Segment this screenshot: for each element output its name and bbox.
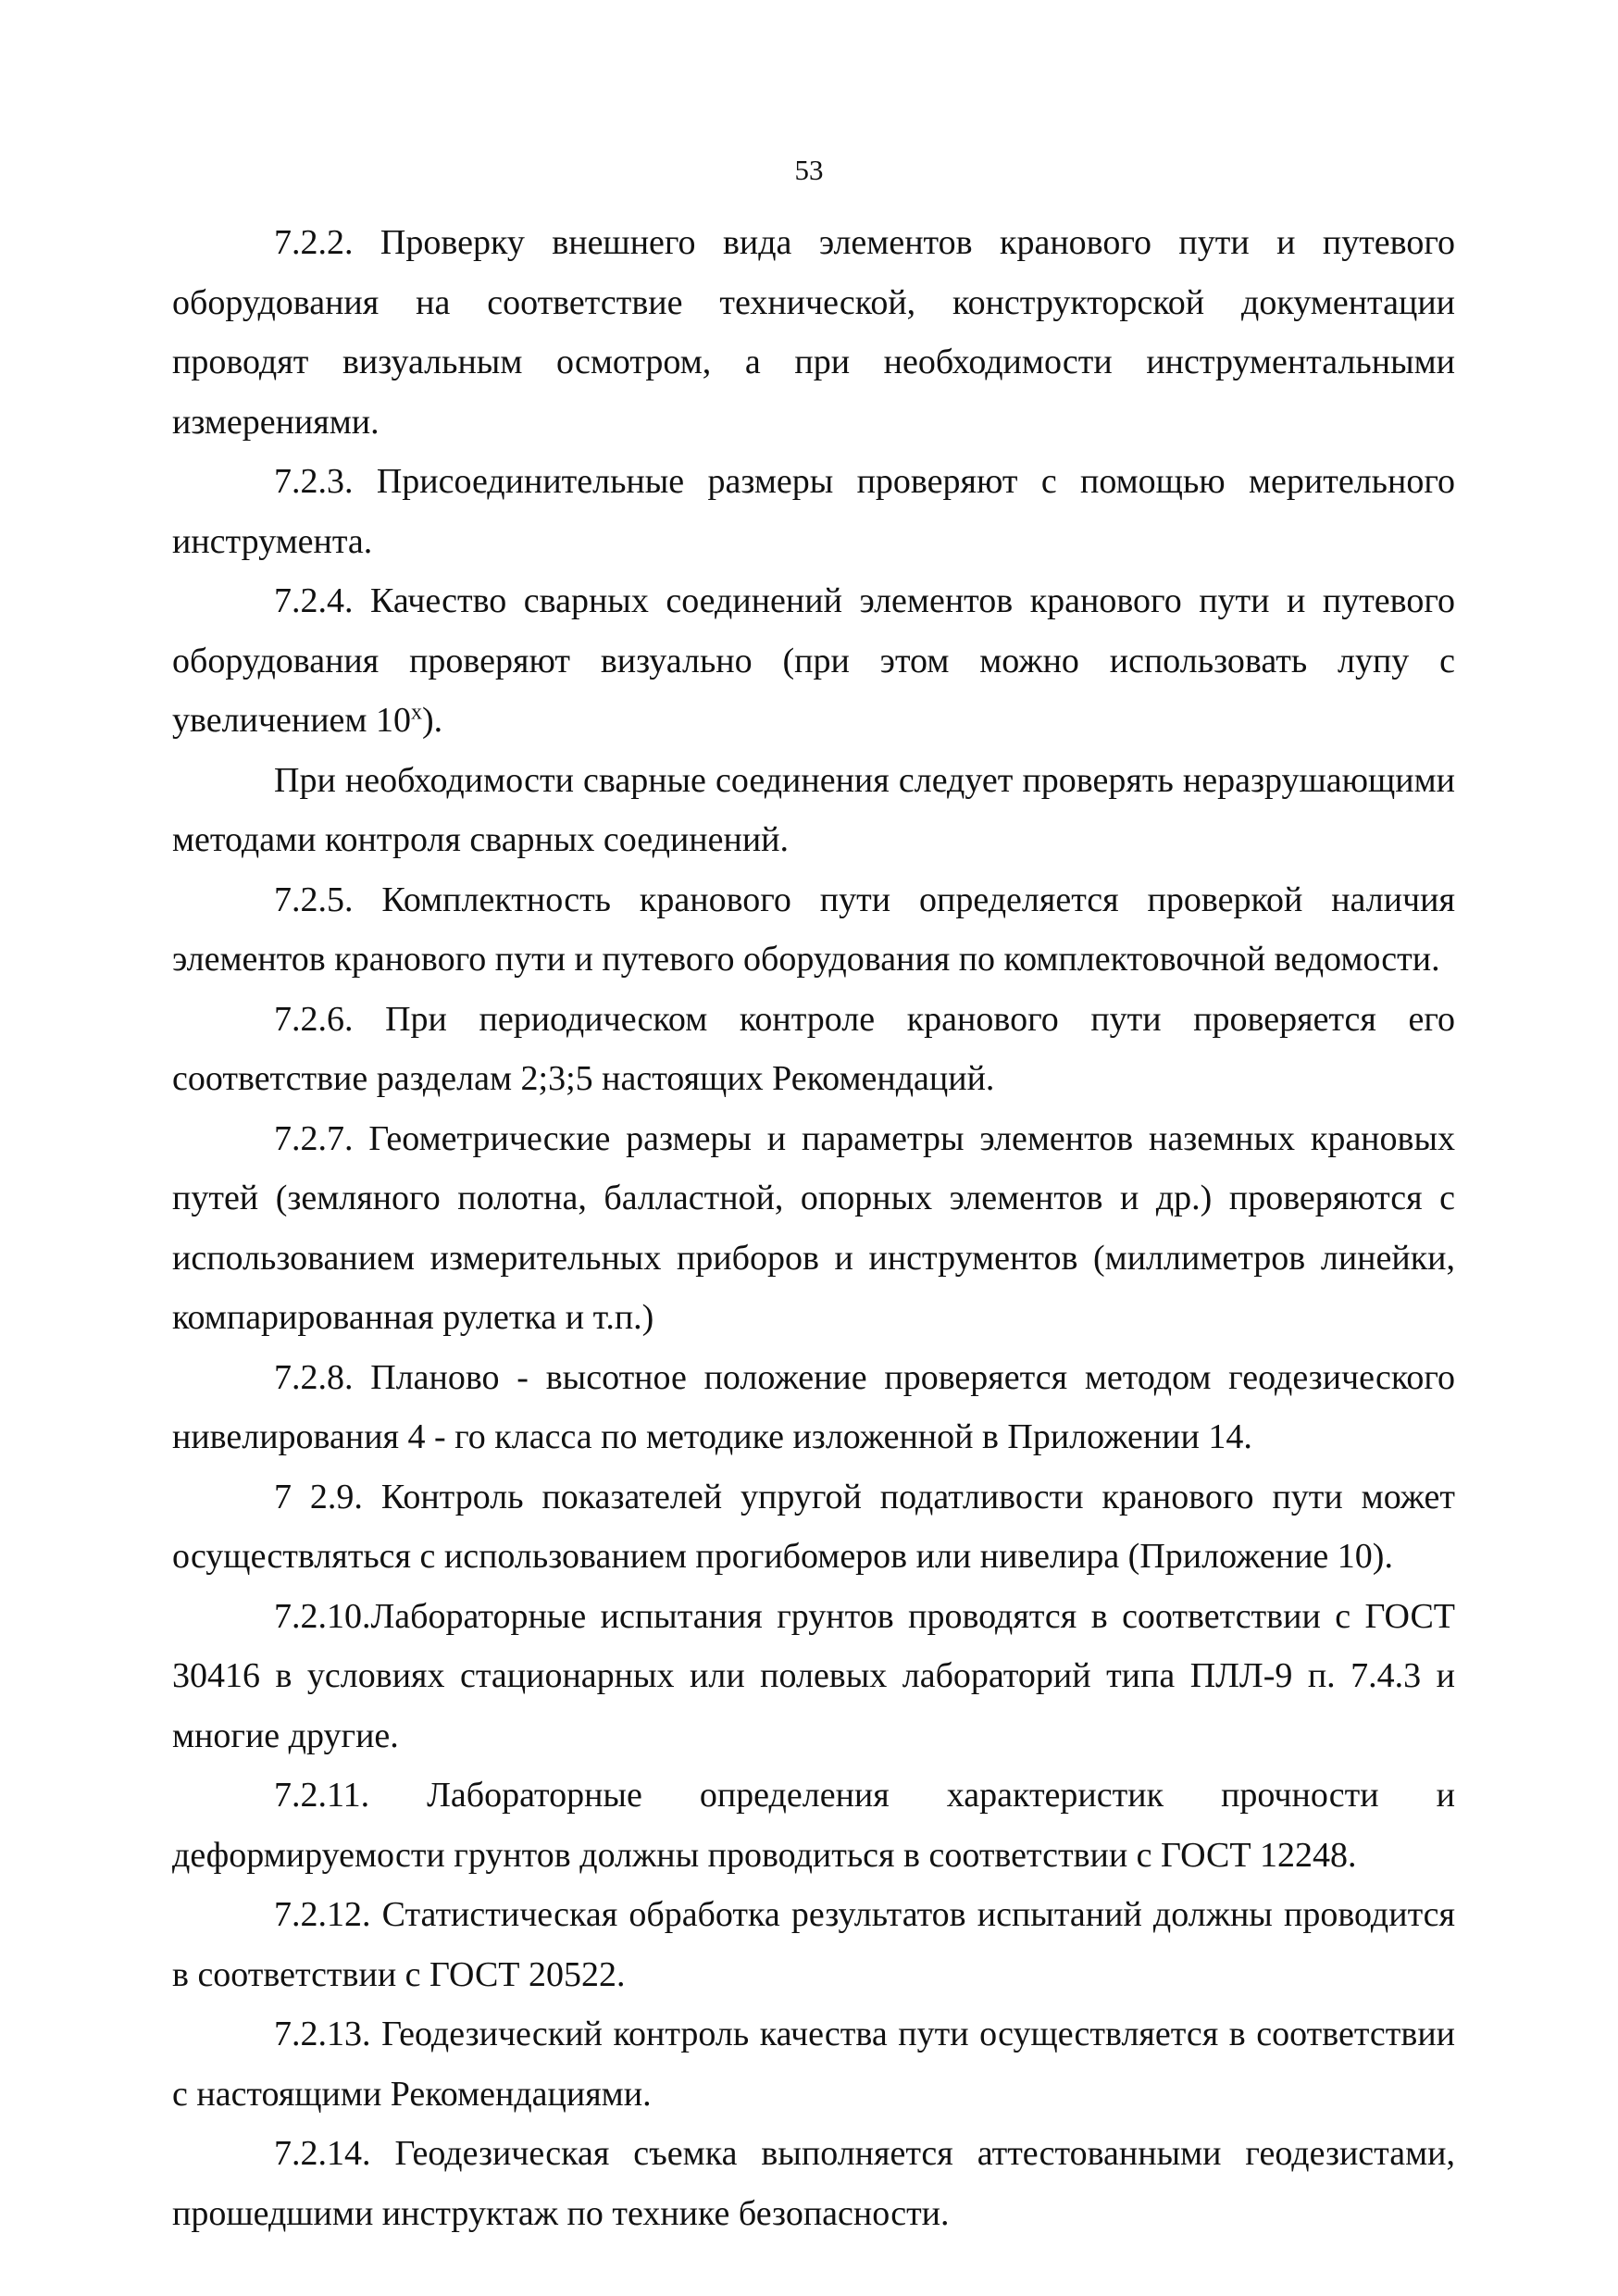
paragraph-7-2-2 [172,213,1455,452]
paragraph-text: Геометрические размеры и параметры элементов наземных крановых путей (земляного полотна, балластной, опорных элементов и др.) проверяются с использованием измерительных приборов и инструментов (миллиметров линейки, компарированная рулетка и т.п.) [172,1118,1455,1337]
paragraph-7-2-8 [172,1348,1455,1467]
superscript: x [410,700,422,725]
paragraph-text: Контроль показателей упругой податливости кранового пути может осуществляться с использованием прогибомеров или нивелира (Приложение 10). [172,1477,1456,1576]
paragraph-7-2-11 [172,1766,1455,1885]
paragraph-text: При необходимости сварные соединения следует проверять неразрушающими методами контроля сварных соединений. [172,760,1455,859]
clause-number: 7.2.5. [274,880,354,919]
paragraph-7-2-12 [172,1885,1455,2004]
paragraph-text: Лабораторные испытания грунтов проводятся в соответствии с ГОСТ 30416 в условиях стационарных или полевых лабораторий типа ПЛЛ-9 п. 7.4.3 и многие другие. [172,1596,1455,1755]
document-body [172,213,1455,2243]
clause-number: 7.2.14. [274,2134,371,2173]
clause-number: 7.2.13. [274,2015,371,2053]
paragraph-text: Присоединительные размеры проверяют с помощью мерительного инструмента. [172,462,1455,561]
paragraph-text: Проверку внешнего вида элементов кранового пути и путевого оборудования на соответствие технической, конструкторской документации проводят визуальным осмотром, а при необходимости инструментальными измерениями. [172,223,1455,442]
page-number: 53 [794,154,824,186]
paragraph-7-2-7 [172,1109,1455,1348]
paragraph-7-2-9 [172,1467,1455,1587]
clause-number: 7.2.11. [274,1776,370,1815]
paragraph-ndt-note [172,751,1455,870]
paragraph-7-2-10 [172,1587,1455,1766]
paragraph-7-2-13 [172,2004,1455,2124]
paragraph-7-2-4 [172,571,1455,751]
paragraph-text: Планово - высотное положение проверяется методом геодезического нивелирования 4 - го класса по методике изложенной в Приложении 14. [172,1357,1455,1456]
clause-number: 7.2.6. [274,999,354,1039]
paragraph-text: Статистическая обработка результатов испытаний должны проводится в соответствии с ГОСТ 20522. [172,1895,1455,1994]
clause-number: 7.2.8. [274,1357,354,1397]
paragraph-7-2-6 [172,990,1455,1109]
clause-number: 7.2.2. [274,223,354,262]
paragraph-7-2-3 [172,452,1455,571]
paragraph-text: Геодезическая съемка выполняется аттестованными геодезистами, прошедшими инструктаж по технике безопасности. [172,2134,1455,2233]
clause-number: 7.2.10. [274,1596,371,1636]
paragraph-text: Качество сварных соединений элементов кранового пути и путевого оборудования проверяют визуально (при этом можно использовать лупу с увеличением 10 [172,581,1455,740]
clause-number: 7.2.4. [274,581,354,620]
clause-number: 7.2.7. [274,1118,354,1158]
paragraph-text: Геодезический контроль качества пути осуществляется в соответствии с настоящими Рекомендациями. [172,2015,1455,2114]
paragraph-tail: ). [421,701,443,740]
paragraph-7-2-5 [172,870,1455,990]
clause-number: 7.2.12. [274,1895,371,1934]
paragraph-text: Лабораторные определения характеристик прочности и деформируемости грунтов должны проводиться в соответствии с ГОСТ 12248. [172,1776,1455,1875]
paragraph-7-2-14 [172,2124,1455,2243]
paragraph-text: При периодическом контроле кранового пути проверяется его соответствие разделам 2;3;5 настоящих Рекомендаций. [172,999,1455,1098]
clause-number: 7.2.3. [274,462,354,501]
paragraph-text: Комплектность кранового пути определяется проверкой наличия элементов кранового пути и путевого оборудования по комплектовочной ведомости. [172,880,1455,979]
clause-number: 7 2.9. [274,1477,363,1516]
